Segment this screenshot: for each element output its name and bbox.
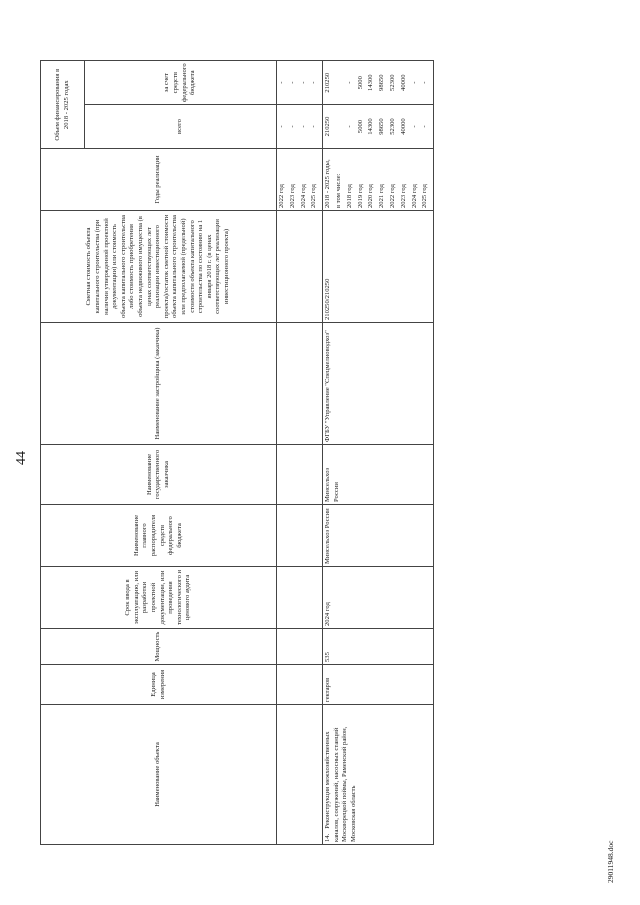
header-developer: Наименование застройщика (заказчика) — [41, 323, 277, 445]
item-unit: гектаров — [323, 665, 434, 705]
item-years — [323, 149, 434, 211]
list-item: 2025 год — [310, 184, 318, 208]
header-deadline: Срок ввода в эксплуатацию, или разработки проектной документации, или проведения технологического и ценового аудита — [41, 567, 277, 629]
header-years: Годы реализации — [41, 149, 277, 211]
page-number: 44 — [14, 451, 29, 465]
table-row-item-14 — [323, 61, 434, 845]
list-item: 14300 — [367, 74, 375, 91]
list-item: 2020 год — [367, 184, 375, 208]
list-item: 40000 — [399, 74, 407, 91]
list-item: 40000 — [399, 118, 407, 135]
list-item: - — [299, 125, 307, 128]
item-capacity: 535 — [323, 629, 434, 665]
header-total: всего — [85, 105, 277, 149]
list-item: 2024 год — [410, 184, 418, 208]
list-item: - — [278, 81, 285, 84]
item-state-customer: Минсельхоз России — [323, 445, 434, 505]
list-item: - — [278, 125, 285, 128]
header-object-name: Наименование объекта — [41, 705, 277, 845]
header-unit: Единица измерения — [41, 665, 277, 705]
list-item: - — [310, 81, 318, 84]
list-item: 2021 год — [378, 184, 386, 208]
list-item: - — [410, 125, 418, 128]
list-item — [335, 107, 346, 146]
list-item: 2022 год — [388, 184, 396, 208]
list-item: 98650 — [378, 74, 386, 91]
list-item: - — [410, 81, 418, 84]
item-federal — [323, 61, 434, 105]
list-item: - — [288, 125, 296, 128]
cont-years — [277, 149, 323, 211]
header-state-customer: Наименование государственного заказчика — [41, 445, 277, 505]
list-item: - — [345, 125, 353, 128]
item-total — [323, 105, 434, 149]
list-item: - — [310, 125, 318, 128]
list-item: 210250 — [324, 116, 332, 137]
investment-table — [40, 60, 434, 845]
list-item: в том числе: — [334, 173, 342, 208]
list-item: 52300 — [388, 74, 396, 91]
list-item: 2025 год — [421, 184, 429, 208]
document-id: 29011948.doc — [606, 840, 615, 883]
list-item: 5000 — [356, 119, 364, 134]
list-item: - — [288, 81, 296, 84]
list-item: 14300 — [367, 118, 375, 135]
item-cost: 210250/210250 — [323, 211, 434, 323]
item-name: Реконструкция межхозяйственных каналов, сооружений, насосных станций Москворецкой поймы, Раменский район, Московская область — [324, 726, 357, 842]
list-item: 210250 — [324, 72, 332, 93]
cont-total — [277, 105, 323, 149]
list-item: - — [421, 125, 429, 128]
item-number: 14. — [324, 833, 332, 842]
header-cost-estimate: Сметная стоимость объекта капитального строительства (при наличии утвержденной проектной документации) или стоимость объекта капитального строительства либо стоимость приобретения объекта недвижимого имущества (в ценах соответствующих лет реализации инвестиционного проекта)/остаток сметной стоимости объекта капитального строительства или предполагаемой (предельной) стоимости объекта капитального строительства по состоянию на 1 января 2018 г. (в ценах соответствующих лет реализации инвестиционного проекта) — [41, 211, 277, 323]
list-item: 98650 — [378, 118, 386, 135]
list-item: 2018 - 2025 годы, — [324, 159, 332, 208]
item-deadline: 2024 год — [323, 567, 434, 629]
list-item: 2019 год — [356, 184, 364, 208]
list-item: - — [421, 81, 429, 84]
list-item — [335, 63, 346, 102]
list-item: 5000 — [356, 76, 364, 90]
header-federal: за счет средств федерального бюджета — [85, 61, 277, 105]
item-main-manager: Минсельхоз России — [323, 505, 434, 567]
header-funding-group: Объем финансирования в 2018 - 2025 годах — [41, 61, 85, 149]
list-item: 2022 год — [278, 184, 285, 208]
list-item: 2023 год — [399, 184, 407, 208]
list-item: - — [345, 81, 353, 84]
cont-federal — [277, 61, 323, 105]
list-item: 2024 год — [299, 184, 307, 208]
list-item: 52300 — [388, 118, 396, 135]
list-item: 2023 год — [288, 184, 296, 208]
item-name-cell — [323, 705, 434, 845]
list-item: - — [299, 81, 307, 84]
table-row-continuation — [277, 61, 323, 845]
item-developer: ФГБУ "Управление "Спецмелиоводхоз" — [323, 323, 434, 445]
list-item: 2018 год — [345, 184, 353, 208]
header-main-manager: Наименование главного распорядителя средств федерального бюджета — [41, 505, 277, 567]
header-capacity: Мощность — [41, 629, 277, 665]
